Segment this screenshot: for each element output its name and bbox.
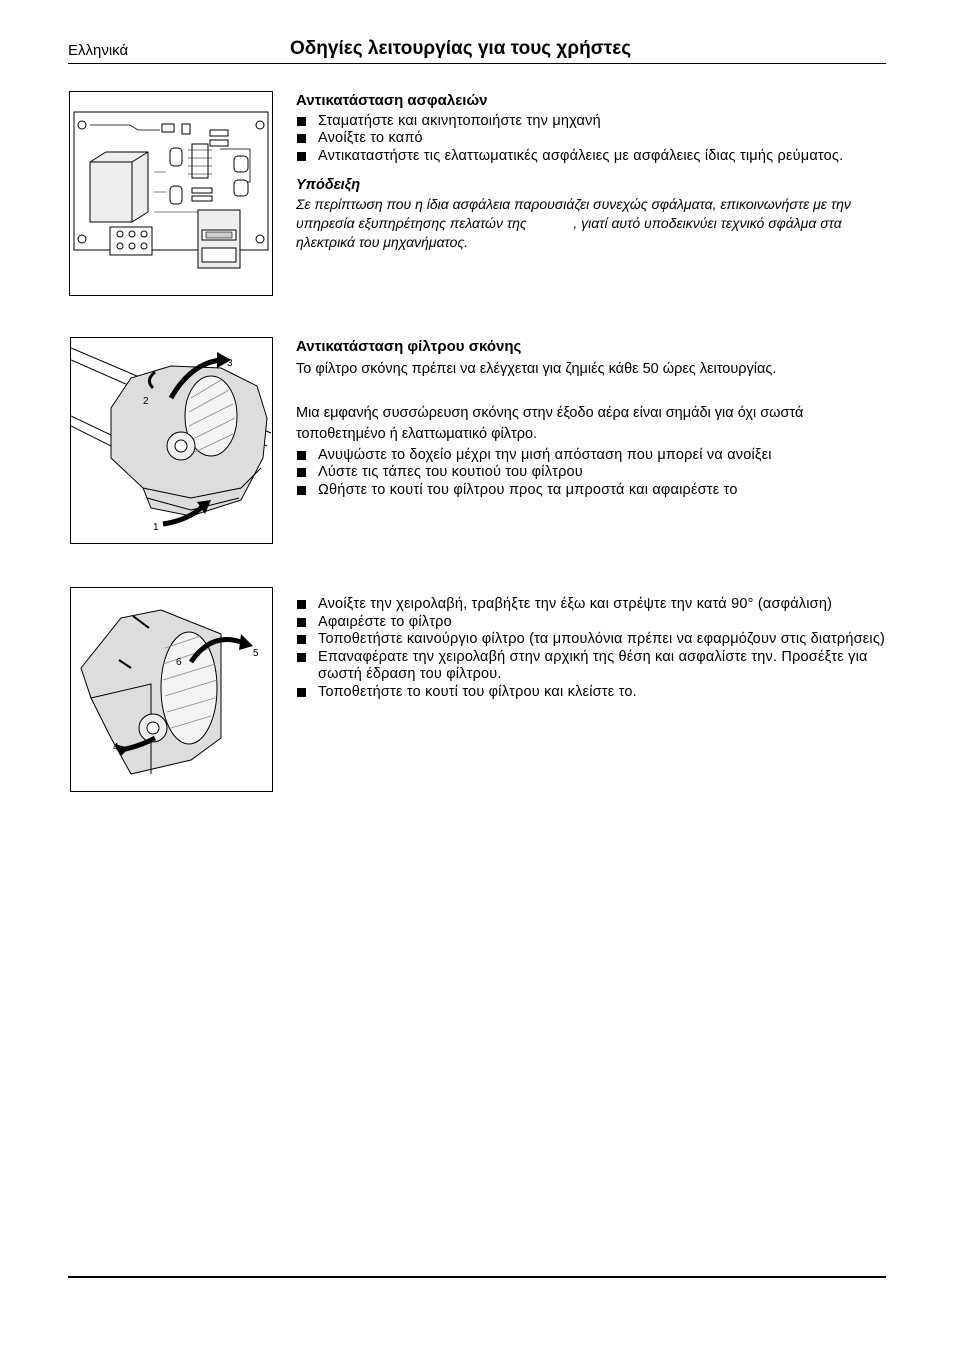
replace-steps-list <box>296 596 886 701</box>
figure-label: 1 <box>153 522 159 533</box>
fuse-heading: Αντικατάσταση ασφαλειών <box>296 92 488 109</box>
figure-label: 5 <box>253 648 259 659</box>
figure-label: 4 <box>113 742 119 753</box>
page-title: Οδηγίες λειτουργίας για τους χρήστες <box>290 38 632 59</box>
filter-replace-figure <box>70 587 273 792</box>
fuse-steps-list <box>296 113 886 166</box>
header-divider <box>68 63 886 64</box>
filter-section <box>296 338 886 499</box>
list-item: Αφαιρέστε το φίλτρο <box>296 614 886 632</box>
list-item: Ανοίξτε το καπό <box>296 130 886 148</box>
list-item: Λύστε τις τάπες του κουτιού του φίλτρου <box>296 464 886 482</box>
filter-steps-list <box>296 447 886 500</box>
list-item: Ανυψώστε το δοχείο μέχρι την μισή απόσταση που μπορεί να ανοίξει <box>296 447 886 465</box>
list-item: Ανοίξτε την χειρολαβή, τραβήξτε την έξω και στρέψτε την κατά 90° (ασφάλιση) <box>296 596 886 614</box>
list-item: Σταματήστε και ακινητοποιήστε την μηχανή <box>296 113 886 131</box>
note-heading: Υπόδειξη <box>296 177 361 193</box>
list-item: Τοποθετήστε το κουτί του φίλτρου και κλείστε το. <box>296 684 886 702</box>
filter-paragraph: Μια εμφανής συσσώρευση σκόνης στην έξοδο αέρα είναι σημάδι για όχι σωστά τοποθετημένο ή ελαττωματικό φίλτρο. <box>296 404 804 442</box>
replace-section <box>296 596 886 701</box>
header-language: Ελληνικά <box>68 42 129 59</box>
filter-housing-figure <box>70 337 273 544</box>
figure-label: 2 <box>143 396 149 407</box>
list-item: Τοποθετήστε καινούργιο φίλτρο (τα μπουλόνια πρέπει να εφαρμόζουν στις διατρήσεις) <box>296 631 886 649</box>
figure-label: 3 <box>227 358 233 369</box>
footer-divider <box>68 1276 886 1278</box>
fuse-section <box>296 92 886 252</box>
fuse-board-figure <box>69 91 273 296</box>
figure-label: 6 <box>176 657 182 668</box>
list-item: Ωθήστε το κουτί του φίλτρου προς τα μπροστά και αφαιρέστε το <box>296 482 886 500</box>
filter-heading: Αντικατάσταση φίλτρου σκόνης <box>296 338 522 355</box>
filter-paragraph: Το φίλτρο σκόνης πρέπει να ελέγχεται για ζημιές κάθε 50 ώρες λειτουργίας. <box>296 360 777 377</box>
note-text: Σε περίπτωση που η ίδια ασφάλεια παρουσιάζει συνεχώς σφάλματα, επικοινωνήστε με την υπηρεσία εξυπηρέτησης πελατών της , γιατί αυτό υποδεικνύει τεχνικό σφάλμα στα ηλεκτρικά του μηχανήματος. <box>296 195 855 250</box>
list-item: Αντικαταστήστε τις ελαττωματικές ασφάλειες με ασφάλειες ίδιας τιμής ρεύματος. <box>296 148 886 166</box>
list-item: Επαναφέρατε την χειρολαβή στην αρχική της θέση και ασφαλίστε την. Προσέξτε για σωστή έδραση του φίλτρου. <box>296 649 886 684</box>
